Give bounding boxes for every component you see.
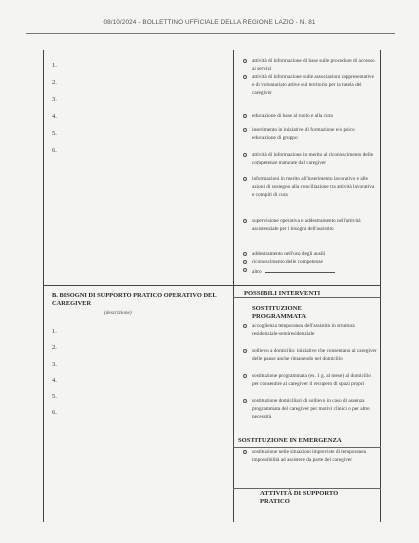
a-option-4: inserimento in iniziative di formazione e/o psico educazione di gruppo	[243, 127, 377, 143]
a-option-9: riconoscimento delle competenze	[243, 259, 377, 267]
attivita-supporto-pratico-heading: ATTIVITÀ DI SUPPORTO PRATICO	[260, 490, 339, 506]
b-sollievo-option-3: sostituzione programmata (es. 1 g. al mese) al domicilio per consentire al caregiver il recupero di spazi propri	[243, 373, 377, 389]
section-divider	[43, 285, 381, 286]
checkbox-circle-icon	[243, 374, 247, 378]
sostituzione-programmata-heading: SOSTITUZIONE PROGRAMMATA	[252, 305, 306, 321]
b-num-6: 6.	[52, 409, 57, 416]
checkbox-circle-icon	[243, 114, 247, 118]
checkbox-circle-icon	[243, 324, 247, 328]
sostituzione-emergenza-heading: SOSTITUZIONE IN EMERGENZA	[238, 437, 342, 444]
right-divider-pratico	[233, 488, 381, 489]
a-num-4: 4.	[52, 113, 57, 120]
right-divider-emergenza	[233, 447, 381, 448]
b-num-5: 5.	[52, 393, 57, 400]
b-sollievo-option-1: accoglienza temporanea dell'assistito in struttura residenziale-semiresidenziale	[243, 323, 377, 339]
checkbox-circle-icon	[243, 177, 247, 181]
header-rule	[26, 33, 395, 34]
table-right-border	[380, 50, 381, 522]
checkbox-circle-icon	[243, 252, 247, 256]
a-option-5: attività di informazione in merito al riconoscimento delle competenze maturate dal caregiver	[243, 152, 377, 168]
page-header: 08/10/2024 - BOLLETTINO UFFICIALE DELLA REGIONE LAZIO - N. 81	[103, 19, 316, 26]
b-num-2: 2.	[52, 344, 57, 351]
altro-blank-line	[265, 267, 335, 273]
a-num-6: 6.	[52, 147, 57, 154]
b-sollievo-option-4: sostituzione domiciliari di sollievo in caso di assenza programmata del caregiver per motivi clinici o per altre necessità	[243, 398, 377, 421]
b-num-4: 4.	[52, 377, 57, 384]
checkbox-circle-icon	[243, 260, 247, 264]
possibili-interventi-heading: POSSIBILI INTERVENTI	[244, 290, 321, 297]
checkbox-circle-icon	[243, 153, 247, 157]
a-option-8: addestramento nell'uso degli ausili	[243, 251, 377, 259]
table-left-border	[43, 50, 44, 522]
b-num-3: 3.	[52, 361, 57, 368]
checkbox-circle-icon	[243, 268, 247, 272]
a-num-3: 3.	[52, 96, 57, 103]
checkbox-circle-icon	[243, 399, 247, 403]
altro-label: altro	[252, 269, 262, 275]
a-option-2: attività di informazione sulle associazioni rappresentative e di volontariato attive sul territorio per la tutela del caregiver	[243, 74, 377, 97]
a-option-6: informazioni in merito all'inserimento lavorativo e alle azioni di sostegno alla conciliazione tra attività lavorativa e compiti di cura	[243, 176, 377, 199]
checkbox-circle-icon	[243, 450, 247, 454]
a-option-7: supervisione operativa e addestramento nell'attività assistenziale per i bisogni dell'assistito	[243, 218, 377, 234]
checkbox-circle-icon	[243, 219, 247, 223]
b-sollievo-option-2: sollievo a domicilio: iniziative che consentano al caregiver delle pause anche rimanendo nel domicilio	[243, 348, 377, 364]
a-num-1: 1.	[52, 62, 57, 69]
b-emergenza-option-1: sostituzione nelle situazioni impreviste di temporanea impossibilità ad assistere da parte del caregiver	[243, 449, 377, 465]
a-option-1: attività di informazione di base sulle procedure di accesso ai servizi	[243, 58, 377, 74]
b-num-1: 1.	[52, 328, 57, 335]
a-option-3: educazione di base al ruolo e alla cura	[243, 113, 377, 121]
a-option-10	[243, 267, 377, 277]
checkbox-circle-icon	[243, 128, 247, 132]
checkbox-circle-icon	[243, 75, 247, 79]
a-num-5: 5.	[52, 130, 57, 137]
checkbox-circle-icon	[243, 349, 247, 353]
table-center-divider	[233, 50, 234, 522]
section-b-subtitle: (descrizione)	[104, 310, 132, 316]
a-num-2: 2.	[52, 79, 57, 86]
section-b-title: B. BISOGNI DI SUPPORTO PRATICO OPERATIVO DEL CAREGIVER	[52, 292, 217, 308]
checkbox-circle-icon	[243, 59, 247, 63]
